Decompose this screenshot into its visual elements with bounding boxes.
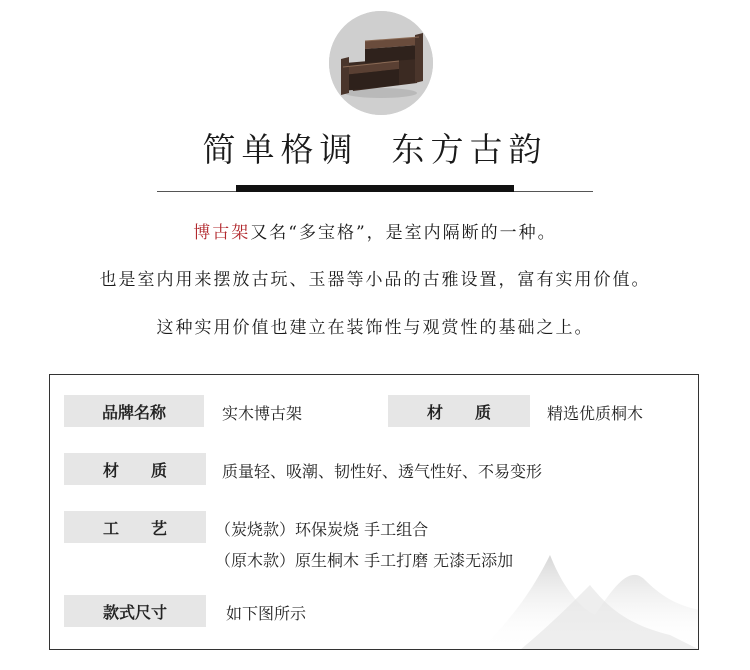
- material-label-right: 材 质: [388, 395, 530, 427]
- texture-label: 材 质: [64, 453, 206, 485]
- craft-value-1: （炭烧款）环保炭烧 手工组合: [215, 520, 429, 539]
- intro-accent-term: 博古架: [193, 223, 251, 243]
- size-value: 如下图所示: [226, 604, 307, 623]
- brand-value: 实木博古架: [222, 404, 303, 423]
- size-label: 款式尺寸: [64, 595, 206, 627]
- intro-line-2: 也是室内用来摆放古玩、玉器等小品的古雅设置，富有实用价值。: [99, 270, 651, 290]
- material-value-right: 精选优质桐木: [547, 404, 644, 423]
- intro-line-3: 这种实用价值也建立在装饰性与观赏性的基础之上。: [156, 318, 594, 338]
- page-headline: 简单格调 东方古韵: [202, 130, 548, 169]
- mountain-decoration: [480, 525, 699, 650]
- hero-image: [329, 11, 433, 115]
- brand-label: 品牌名称: [64, 395, 204, 427]
- divider-bar: [236, 185, 514, 192]
- intro-line-1-text: 又名“多宝格”，是室内隔断的一种。: [250, 223, 557, 243]
- craft-value-2: （原木款）原生桐木 手工打磨 无漆无添加: [215, 551, 514, 570]
- craft-label: 工 艺: [64, 511, 206, 543]
- shelf-image: [329, 11, 433, 115]
- intro-line-1: [0, 218, 750, 243]
- spec-table: [49, 374, 699, 650]
- texture-value: 质量轻、吸潮、韧性好、透气性好、不易变形: [222, 462, 543, 481]
